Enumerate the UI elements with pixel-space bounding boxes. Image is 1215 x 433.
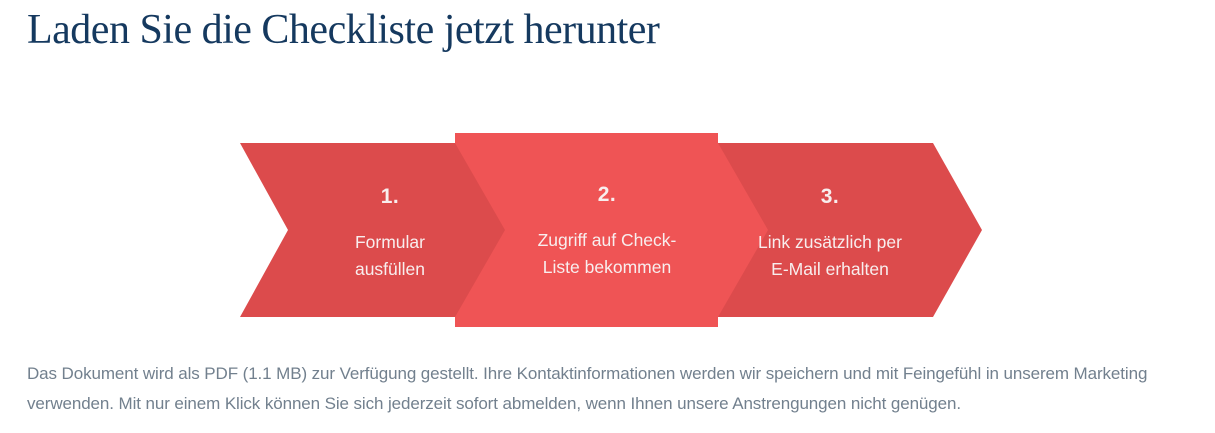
step-2-label-line: Zugriff auf Check- xyxy=(537,230,677,250)
step-1 xyxy=(300,186,480,283)
step-1-number: 1. xyxy=(380,185,400,208)
step-1-label-line: ausfüllen xyxy=(354,259,426,279)
step-3-number: 3. xyxy=(820,185,840,208)
download-info-text xyxy=(27,359,1202,419)
step-3-label-line: E-Mail erhalten xyxy=(771,259,889,279)
step-3 xyxy=(740,186,920,283)
step-2 xyxy=(517,184,697,281)
step-3-label-line: Link zusätzlich per xyxy=(758,232,902,252)
download-info-line: Das Dokument wird als PDF (1.1 MB) zur Verfügung gestellt. Ihre Kontaktinformationen werden wir speichern und mit Feingefühl in unserem Marketing xyxy=(27,364,1148,383)
download-info-line: verwenden. Mit nur einem Klick können Sie sich jederzeit sofort abmelden, wenn Ihnen unsere Anstrengungen nicht genügen. xyxy=(27,394,961,413)
step-2-label-line: Liste bekommen xyxy=(542,257,672,277)
page-title: Laden Sie die Checkliste jetzt herunter xyxy=(27,7,660,53)
step-1-label-line: Formular xyxy=(354,232,425,252)
step-2-number: 2. xyxy=(597,183,617,206)
